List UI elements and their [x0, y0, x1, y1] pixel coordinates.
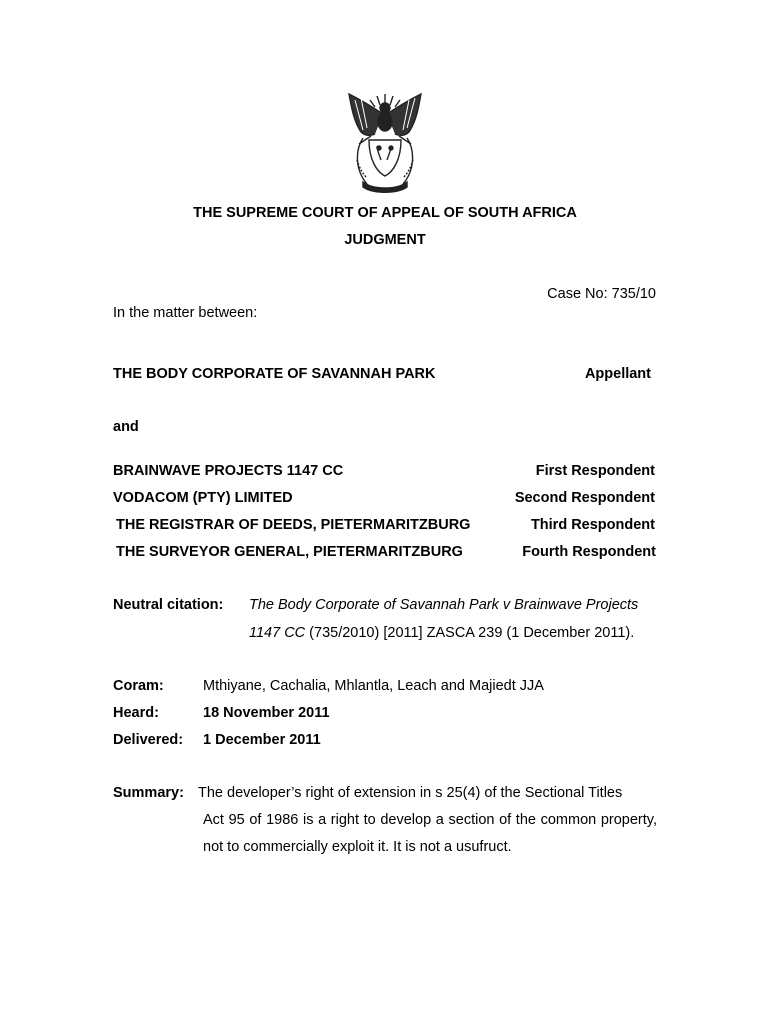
respondent-name: BRAINWAVE PROJECTS 1147 CC	[113, 463, 344, 479]
respondent-role: Third Respondent	[530, 517, 655, 533]
coat-of-arms-icon	[343, 90, 427, 194]
heard-date: 18 November 2011	[203, 705, 330, 721]
citation-case-italic: 1147 CC	[249, 625, 306, 641]
delivered-date: 1 December 2011	[203, 732, 321, 748]
neutral-citation-label: Neutral citation:	[113, 597, 224, 613]
heard-label: Heard:	[113, 705, 159, 721]
case-number: Case No: 735/10	[547, 286, 656, 302]
respondent-name: THE REGISTRAR OF DEEDS, PIETERMARITZBURG	[116, 517, 471, 533]
appellant-name: THE BODY CORPORATE OF SAVANNAH PARK	[113, 366, 436, 382]
coram-value: Mthiyane, Cachalia, Mhlantla, Leach and Majiedt JJA	[203, 678, 544, 694]
respondent-role: First Respondent	[535, 463, 655, 479]
respondent-role: Fourth Respondent	[522, 544, 656, 560]
delivered-label: Delivered:	[113, 732, 184, 748]
neutral-citation-line1: The Body Corporate of Savannah Park v Brainwave Projects	[249, 597, 639, 613]
summary-first-line: The developer’s right of extension in s 25(4) of the Sectional Titles	[198, 785, 623, 801]
neutral-citation-line2	[249, 625, 634, 641]
summary-label: Summary:	[113, 785, 184, 801]
court-title: THE SUPREME COURT OF APPEAL OF SOUTH AFRICA	[193, 205, 577, 221]
citation-reference: (735/2010) [2011] ZASCA 239 (1 December 2011).	[305, 625, 635, 641]
appellant-role: Appellant	[584, 366, 651, 382]
and-label: and	[113, 419, 139, 435]
matter-between-text: In the matter between:	[113, 305, 258, 321]
document-type-heading: JUDGMENT	[344, 232, 426, 248]
summary-text: Act 95 of 1986 is a right to develop a section of the common property, not to commercially exploit it. It is not a usufruct.	[203, 812, 657, 855]
respondent-name: THE SURVEYOR GENERAL, PIETERMARITZBURG	[116, 544, 463, 560]
respondent-role: Second Respondent	[514, 490, 655, 506]
coram-label: Coram:	[113, 678, 164, 694]
respondent-name: VODACOM (PTY) LIMITED	[113, 490, 293, 506]
